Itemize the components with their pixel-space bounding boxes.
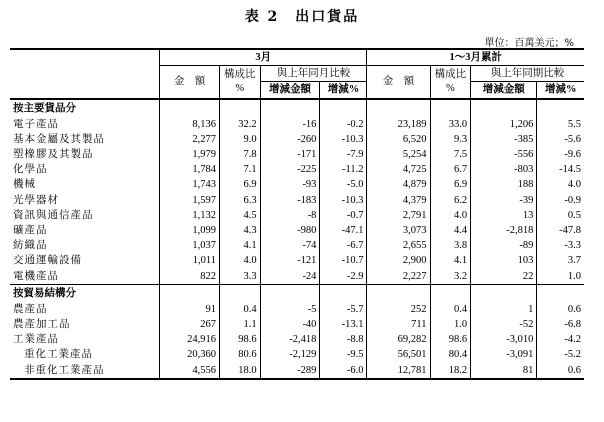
header-change-pct-b: 增減% (537, 82, 584, 99)
cell-b-share: 1.0 (430, 317, 471, 332)
table-row (10, 317, 584, 332)
table-body (10, 99, 584, 379)
cell-b-amt: 4,725 (367, 162, 430, 177)
cell-b-amt: 2,791 (367, 208, 430, 223)
section-header-row (10, 99, 584, 117)
table-row (10, 269, 584, 285)
cell-b-share: 4.4 (430, 223, 471, 238)
cell-b-amt: 3,073 (367, 223, 430, 238)
cell-b-amt: 12,781 (367, 363, 430, 379)
cell-b-share: 0.4 (430, 302, 471, 317)
cell-b-amt: 2,900 (367, 253, 430, 268)
cell-a-pct: -8.8 (320, 332, 367, 347)
cell-b-chg: -52 (471, 317, 537, 332)
cell-b-pct: -9.6 (537, 147, 584, 162)
header-change-amount-a: 增減金額 (260, 82, 320, 99)
cell-a-chg: -171 (260, 147, 320, 162)
table-row (10, 363, 584, 379)
cell-a-amt: 1,784 (160, 162, 220, 177)
cell-a-amt: 1,011 (160, 253, 220, 268)
cell-b-pct: 0.5 (537, 208, 584, 223)
row-label: 化學品 (13, 164, 48, 176)
row-label: 電子產品 (13, 118, 59, 130)
table-row (10, 332, 584, 347)
cell-a-amt: 8,136 (160, 117, 220, 132)
section-blank-cell (260, 99, 320, 117)
cell-a-chg: -183 (260, 193, 320, 208)
header-blank (10, 49, 160, 66)
cell-b-chg: 22 (471, 269, 537, 285)
cell-a-amt: 1,037 (160, 238, 220, 253)
cell-b-share: 3.8 (430, 238, 471, 253)
cell-a-chg: -74 (260, 238, 320, 253)
row-label: 基本金屬及其製品 (13, 133, 105, 145)
cell-b-chg: 81 (471, 363, 537, 379)
section-blank-cell (367, 284, 430, 302)
cell-a-share: 80.6 (219, 347, 260, 362)
cell-a-share: 1.1 (219, 317, 260, 332)
row-label: 工業產品 (13, 334, 59, 346)
table-row (10, 177, 584, 192)
cell-a-amt: 1,099 (160, 223, 220, 238)
cell-b-pct: -3.3 (537, 238, 584, 253)
row-label: 塑橡膠及其製品 (13, 149, 94, 161)
section-title: 按貿易結構分 (13, 287, 76, 299)
row-label: 電機產品 (10, 269, 160, 285)
section-blank-cell (320, 284, 367, 302)
cell-a-chg: -8 (260, 208, 320, 223)
cell-b-amt: 4,379 (367, 193, 430, 208)
cell-a-amt: 1,979 (160, 147, 220, 162)
cell-b-pct: 0.6 (537, 363, 584, 379)
cell-a-share: 4.5 (219, 208, 260, 223)
cell-a-pct: -11.2 (320, 162, 367, 177)
cell-b-amt: 2,227 (367, 269, 430, 285)
cell-a-pct: -10.3 (320, 132, 367, 147)
table-row (10, 162, 584, 177)
table-row (10, 117, 584, 132)
section-blank-cell (219, 99, 260, 117)
cell-b-chg: 1 (471, 302, 537, 317)
cell-b-pct: 4.0 (537, 177, 584, 192)
cell-a-share: 6.3 (219, 193, 260, 208)
row-label: 資訊與通信產品 (13, 209, 94, 221)
cell-a-pct: -9.5 (320, 347, 367, 362)
section-blank-cell (471, 284, 537, 302)
cell-a-pct: -0.7 (320, 208, 367, 223)
cell-a-pct: -0.2 (320, 117, 367, 132)
header-share-a (219, 66, 260, 99)
cell-b-share: 7.5 (430, 147, 471, 162)
section-header-row (10, 284, 584, 302)
cell-b-pct: -6.8 (537, 317, 584, 332)
export-goods-table (10, 48, 584, 380)
cell-b-chg: 103 (471, 253, 537, 268)
cell-b-chg: -803 (471, 162, 537, 177)
cell-a-share: 4.1 (219, 238, 260, 253)
cell-b-chg: -556 (471, 147, 537, 162)
cell-a-pct: -47.1 (320, 223, 367, 238)
cell-a-chg: -121 (260, 253, 320, 268)
section-blank-cell (537, 99, 584, 117)
cell-b-pct: 1.0 (537, 269, 584, 285)
cell-a-chg: -93 (260, 177, 320, 192)
row-label: 光學器材 (13, 194, 59, 206)
header-change-pct-a: 增減% (320, 82, 367, 99)
cell-a-amt: 1,597 (160, 193, 220, 208)
cell-a-pct: -6.7 (320, 238, 367, 253)
table-title: 表 2 出口貨品 (244, 9, 360, 25)
cell-a-amt: 91 (160, 302, 220, 317)
cell-b-pct: 5.5 (537, 117, 584, 132)
cell-b-share: 4.1 (430, 253, 471, 268)
cell-a-pct: -13.1 (320, 317, 367, 332)
section-blank-cell (367, 99, 430, 117)
cell-a-amt: 24,916 (160, 332, 220, 347)
cell-b-chg: 188 (471, 177, 537, 192)
header-change-amount-b: 增減金額 (471, 82, 537, 99)
cell-b-amt: 2,655 (367, 238, 430, 253)
row-label: 重化工業產品 (24, 349, 93, 361)
cell-b-share: 98.6 (430, 332, 471, 347)
cell-b-chg: 13 (471, 208, 537, 223)
row-label: 交通運輸設備 (13, 255, 82, 267)
header-yoy-b: 與上年同期比較 (471, 66, 584, 82)
cell-a-chg: -5 (260, 302, 320, 317)
cell-b-amt: 252 (367, 302, 430, 317)
table-row (10, 132, 584, 147)
cell-a-pct: -10.3 (320, 193, 367, 208)
cell-b-chg: -3,010 (471, 332, 537, 347)
cell-a-amt: 1,132 (160, 208, 220, 223)
table-row (10, 253, 584, 268)
cell-b-pct: -14.5 (537, 162, 584, 177)
cell-b-chg: 1,206 (471, 117, 537, 132)
cell-a-pct: -5.7 (320, 302, 367, 317)
cell-a-pct: -5.0 (320, 177, 367, 192)
header-blank-3 (10, 82, 160, 99)
section-blank-cell (160, 284, 220, 302)
cell-a-pct: -7.9 (320, 147, 367, 162)
cell-a-chg: -24 (260, 269, 320, 285)
section-blank-cell (320, 99, 367, 117)
unit-note: 單位：百萬美元；% (484, 38, 574, 49)
cell-a-chg: -289 (260, 363, 320, 379)
cell-b-chg: -89 (471, 238, 537, 253)
share-unit: % (445, 82, 455, 94)
table-row (10, 208, 584, 223)
cell-b-chg: -385 (471, 132, 537, 147)
cell-b-chg: -39 (471, 193, 537, 208)
cell-a-amt: 822 (160, 269, 220, 285)
cell-a-chg: -2,129 (260, 347, 320, 362)
cell-b-share: 6.9 (430, 177, 471, 192)
table-row (10, 238, 584, 253)
row-label: 農產加工品 (13, 319, 71, 331)
cell-a-amt: 2,277 (160, 132, 220, 147)
header-amount-a: 金 額 (160, 66, 220, 99)
cell-a-pct: -6.0 (320, 363, 367, 379)
section-blank-cell (537, 284, 584, 302)
cell-a-share: 4.3 (219, 223, 260, 238)
cell-a-chg: -980 (260, 223, 320, 238)
header-period-b: 1～3月累計 (367, 49, 584, 66)
share-unit: % (235, 82, 245, 94)
section-blank-cell (260, 284, 320, 302)
cell-b-pct: -0.9 (537, 193, 584, 208)
row-label: 非重化工業產品 (10, 363, 160, 379)
cell-b-share: 33.0 (430, 117, 471, 132)
cell-b-pct: -5.2 (537, 347, 584, 362)
cell-b-share: 3.2 (430, 269, 471, 285)
cell-a-share: 7.1 (219, 162, 260, 177)
row-label: 紡織品 (13, 240, 48, 252)
cell-b-amt: 5,254 (367, 147, 430, 162)
cell-b-amt: 69,282 (367, 332, 430, 347)
cell-a-share: 7.8 (219, 147, 260, 162)
cell-b-share: 6.7 (430, 162, 471, 177)
header-amount-b: 金 額 (367, 66, 430, 99)
header-blank-2 (10, 66, 160, 82)
cell-a-amt: 4,556 (160, 363, 220, 379)
cell-a-chg: -225 (260, 162, 320, 177)
cell-b-share: 6.2 (430, 193, 471, 208)
share-label: 構成比 (224, 68, 256, 80)
cell-a-chg: -260 (260, 132, 320, 147)
section-blank-cell (430, 99, 471, 117)
header-period-a: 3月 (160, 49, 367, 66)
cell-b-amt: 56,501 (367, 347, 430, 362)
cell-b-share: 80.4 (430, 347, 471, 362)
cell-a-share: 3.3 (219, 269, 260, 285)
cell-b-share: 9.3 (430, 132, 471, 147)
row-label: 礦產品 (13, 225, 48, 237)
section-blank-cell (219, 284, 260, 302)
cell-b-chg: -2,818 (471, 223, 537, 238)
table-row (10, 223, 584, 238)
cell-a-share: 6.9 (219, 177, 260, 192)
section-title: 按主要貨品分 (13, 102, 76, 114)
table-row (10, 347, 584, 362)
cell-a-amt: 20,360 (160, 347, 220, 362)
table-row (10, 193, 584, 208)
row-label: 農產品 (13, 303, 48, 315)
section-blank-cell (471, 99, 537, 117)
cell-b-chg: -3,091 (471, 347, 537, 362)
cell-a-pct: -2.9 (320, 269, 367, 285)
header-share-b (430, 66, 471, 99)
cell-b-share: 18.2 (430, 363, 471, 379)
cell-a-pct: -10.7 (320, 253, 367, 268)
section-blank-cell (430, 284, 471, 302)
cell-a-amt: 267 (160, 317, 220, 332)
cell-a-amt: 1,743 (160, 177, 220, 192)
cell-b-share: 4.0 (430, 208, 471, 223)
cell-a-chg: -2,418 (260, 332, 320, 347)
cell-a-share: 0.4 (219, 302, 260, 317)
section-blank-cell (160, 99, 220, 117)
cell-a-share: 32.2 (219, 117, 260, 132)
cell-b-amt: 23,189 (367, 117, 430, 132)
cell-a-share: 18.0 (219, 363, 260, 379)
cell-b-pct: -5.6 (537, 132, 584, 147)
cell-b-amt: 4,879 (367, 177, 430, 192)
cell-b-pct: -47.8 (537, 223, 584, 238)
cell-b-pct: 3.7 (537, 253, 584, 268)
cell-a-share: 9.0 (219, 132, 260, 147)
row-label: 機械 (13, 179, 36, 191)
cell-b-amt: 711 (367, 317, 430, 332)
cell-b-pct: -4.2 (537, 332, 584, 347)
cell-a-chg: -16 (260, 117, 320, 132)
cell-a-share: 98.6 (219, 332, 260, 347)
cell-b-amt: 6,520 (367, 132, 430, 147)
cell-a-chg: -40 (260, 317, 320, 332)
header-yoy-a: 與上年同月比較 (260, 66, 367, 82)
table-row (10, 302, 584, 317)
share-label: 構成比 (434, 68, 467, 80)
cell-b-pct: 0.6 (537, 302, 584, 317)
table-row (10, 147, 584, 162)
cell-a-share: 4.0 (219, 253, 260, 268)
